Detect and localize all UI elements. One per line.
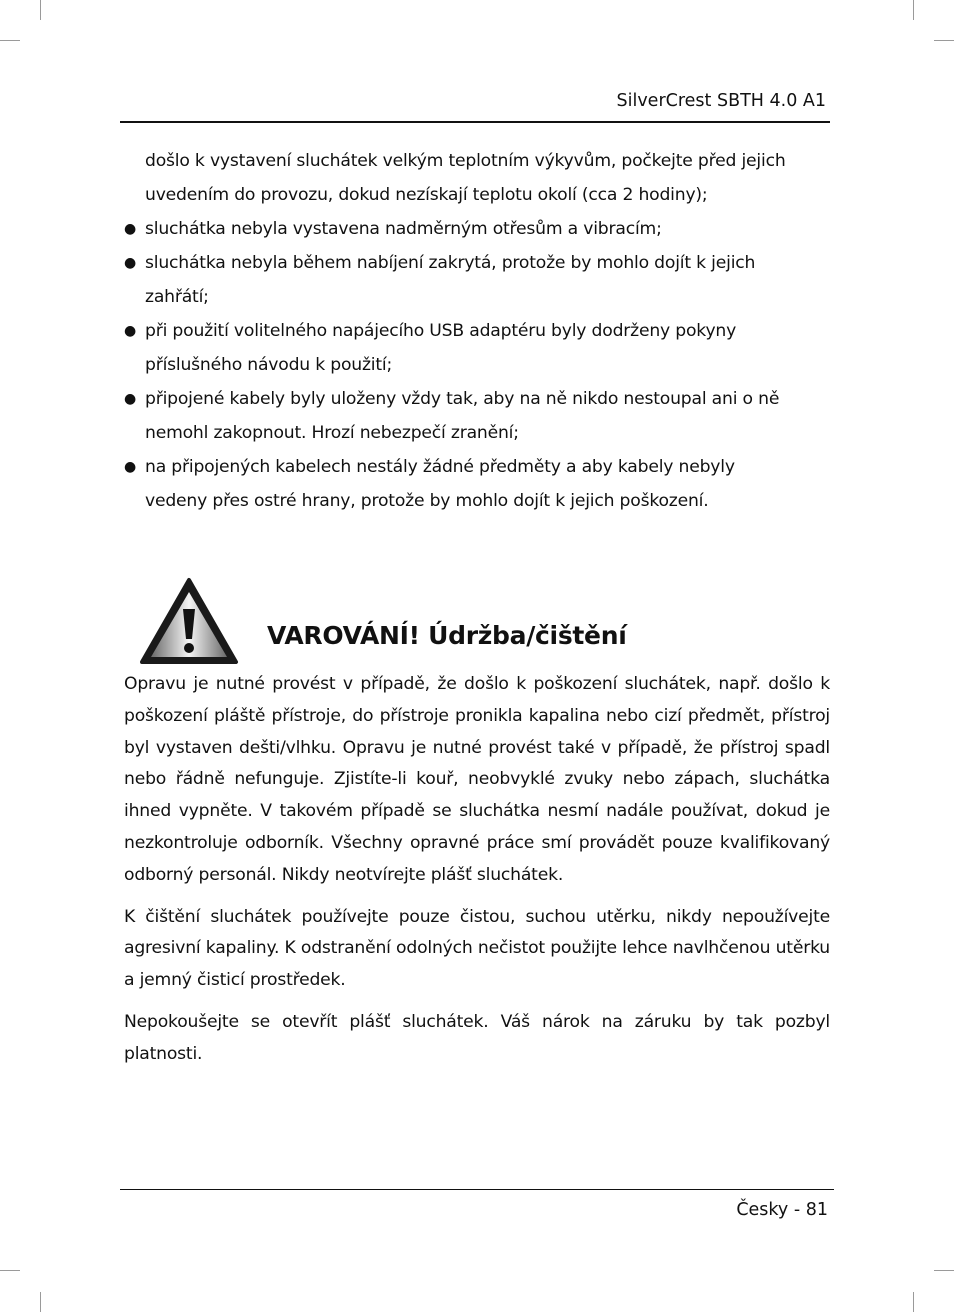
list-item	[124, 246, 830, 314]
crop-mark	[934, 1270, 954, 1271]
paragraph: K čištění sluchátek používejte pouze čistou, suchou utěrku, nikdy nepoužívejte agresivní kapaliny. K odstranění odolných nečistot použijte lehce navlhčenou utěrku a jemný čisticí prostředek.	[124, 906, 830, 991]
list-item-line: na připojených kabelech nestály žádné předměty a aby kabely nebyly	[145, 457, 735, 477]
body-text	[124, 669, 830, 1081]
bullet-icon: ●	[124, 459, 137, 475]
list-item	[124, 450, 830, 518]
crop-mark	[913, 1292, 914, 1312]
list-item-line: zahřátí;	[145, 287, 209, 307]
bullet-icon: ●	[124, 221, 137, 237]
list-item	[124, 314, 830, 382]
list-item-line: příslušného návodu k použití;	[145, 355, 393, 375]
list-item-line: vedeny přes ostré hrany, protože by mohlo dojít k jejich poškození.	[145, 491, 709, 511]
warning-triangle-icon	[139, 577, 239, 665]
paragraph: Opravu je nutné provést v případě, že došlo k poškození sluchátek, např. došlo k poškození pláště přístroje, do přístroje pronikla kapalina nebo cizí předmět, přístroj byl vystaven dešti/vlhku. Opravu je nutné provést také v případě, že přístroj spadl nebo řádně nefunguje. Zjistíte-li kouř, neobvyklé zvuky nebo zápach, sluchátka ihned vypněte. V takovém případě se sluchátka nesmí nadále používat, dokud je nezkontroluje odborník. Všechny opravné práce smí provádět pouze kvalifikovaný odborný personál. Nikdy neotvírejte plášť sluchátek.	[124, 674, 830, 885]
list-continuation-line: uvedením do provozu, dokud nezískají teplotu okolí (cca 2 hodiny);	[145, 185, 708, 205]
list-item-line: při použití volitelného napájecího USB adaptéru byly dodrženy pokyny	[145, 321, 737, 341]
list-item	[124, 382, 830, 450]
page-number: Česky - 81	[736, 1200, 828, 1220]
crop-mark	[40, 1292, 41, 1312]
list-continuation-line: došlo k vystavení sluchátek velkým teplotním výkyvům, počkejte před jejich	[145, 151, 786, 171]
crop-mark	[934, 40, 954, 41]
running-header: SilverCrest SBTH 4.0 A1	[616, 91, 826, 111]
footer-rule	[120, 1189, 834, 1190]
crop-mark	[40, 0, 41, 20]
paragraph: Nepokoušejte se otevřít plášť sluchátek. Váš nárok na záruku by tak pozbyl platnosti.	[124, 1011, 830, 1064]
bullet-icon: ●	[124, 391, 137, 407]
safety-list	[124, 144, 830, 518]
bullet-icon: ●	[124, 323, 137, 339]
list-item-line: sluchátka nebyla vystavena nadměrným otřesům a vibracím;	[145, 219, 662, 239]
crop-mark	[0, 1270, 20, 1271]
crop-mark	[0, 40, 20, 41]
list-item-line: sluchátka nebyla během nabíjení zakrytá, protože by mohlo dojít k jejich	[145, 253, 756, 273]
bullet-icon: ●	[124, 255, 137, 271]
header-rule	[120, 121, 830, 123]
list-item	[124, 212, 830, 246]
section-title: VAROVÁNÍ! Údržba/čištění	[267, 621, 627, 650]
list-item-line: nemohl zakopnout. Hrozí nebezpečí zranění;	[145, 423, 519, 443]
list-item-line: připojené kabely byly uloženy vždy tak, aby na ně nikdo nestoupal ani o ně	[145, 389, 780, 409]
crop-mark	[913, 0, 914, 20]
